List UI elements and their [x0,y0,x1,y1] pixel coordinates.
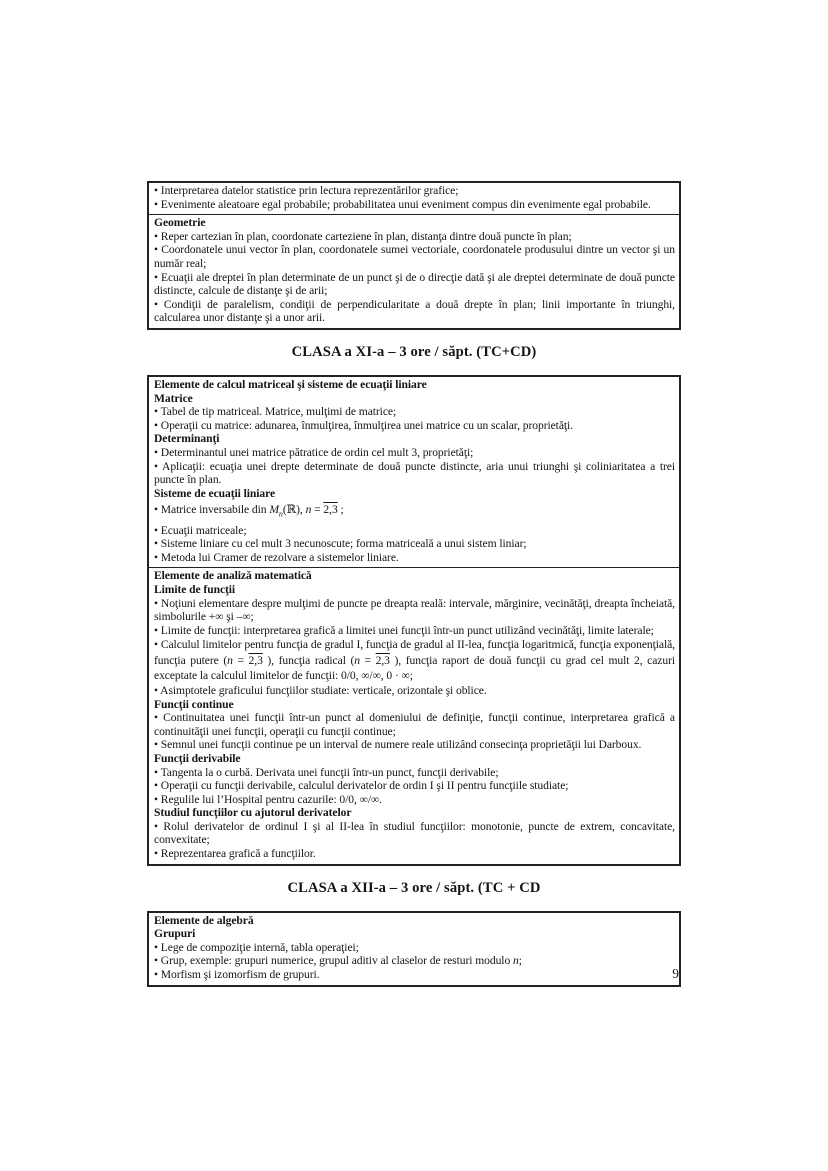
clasa-12-content-table [147,911,681,987]
formatted-text: n [227,653,233,667]
content-item: • Evenimente aleatoare egal probabile; probabilitatea unui eveniment compus din evenimente egal probabile. [154,197,651,211]
content-item: • Sisteme liniare cu cel mult 3 necunoscute; forma matriceală a unui sistem liniar; [154,537,527,551]
content-item: • Reper cartezian în plan, coordonate carteziene în plan, distanţa dintre două puncte în plan; [154,229,572,243]
formatted-text: n [354,653,360,667]
section-title: Elemente de calcul matriceal şi sisteme de ecuaţii liniare [154,377,427,391]
content-item: • Rolul derivatelor de ordinul I şi al II-lea în studiul funcţiilor: monotonie, puncte de extrem, concavitate, convexitate; [154,819,675,847]
curriculum-content-column [147,181,681,987]
content-item: • Determinantul unei matrice pătratice de ordin cel mult 3, proprietăţi; [154,445,474,459]
content-item: • Lege de compoziţie internă, tabla operaţiei; [154,940,359,954]
table-section [149,183,679,214]
content-item: • Limite de funcţii: interpretarea grafică a limitei unei funcţii într-un punct utilizând vecinătăţi, limite laterale; [154,623,654,637]
content-item: • Interpretarea datelor statistice prin lectura reprezentărilor grafice; [154,184,459,197]
content-item: • Operaţii cu matrice: adunarea, înmulţirea, înmulţirea unei matrice cu un scalar, proprietăţi. [154,418,573,432]
content-item: • Operaţii cu funcţii derivabile, calculul derivatelor de ordin I şi II pentru funcţiile studiate; [154,779,569,793]
formatted-text: n [278,509,283,519]
formatted-text: 2,3 [375,653,390,667]
section-title: Grupuri [154,927,196,941]
section-title: Matrice [154,391,193,405]
content-item: • Continuitatea unei funcţii într-un punct al domeniului de definiţie, funcţii continue, interpretarea grafică a continuităţii unei funcţii, operaţii cu funcţii continue; [154,711,675,738]
table-section [149,377,679,568]
content-item: • Condiţii de paralelism, condiţii de perpendicularitate a două drepte în plan; linii importante în triunghi, calcularea unor distanţe şi a unor arii. [154,297,675,325]
content-item: • Coordonatele unui vector în plan, coordonatele sumei vectoriale, coordonatele produsului dintre un vector şi un număr real; [154,243,675,270]
section-title: Elemente de algebră [154,913,254,927]
section-title: Geometrie [154,216,206,230]
content-item: • Noţiuni elementare despre mulţimi de puncte pe dreapta reală: intervale, mărginire, vecinătăţi, dreapta încheiată, simbolurile +∞ şi –∞; [154,596,675,624]
formatted-text: n [305,503,312,517]
section-title: Funcţii continue [154,697,234,711]
content-item: • Tabel de tip matriceal. Matrice, mulţimi de matrice; [154,405,397,419]
clasa-11-heading: CLASA a XI-a – 3 ore / săpt. (TC+CD) [291,343,537,360]
formatted-text: n [512,954,519,968]
content-item: • Calculul limitelor pentru funcţia de gradul I, funcţia de gradul al II-lea, funcţia logaritmică, funcţia exponenţială, funcţia putere (n = 2,3 ), funcţia radical (n = 2,3 ), funcţia raport de două funcţii cu grad cel mult 2, cazuri exceptate la calculul limitelor de funcţii: 0/0, ∞/∞, 0 · ∞; [154,638,675,683]
table-section [149,913,679,985]
content-item: • Matrice inversabile din $M_n(ℝ)$, n = 2,3 ; [154,503,344,519]
section-title: Limite de funcţii [154,583,236,597]
table-section [149,214,679,328]
section-title: Studiul funcţiilor cu ajutorul derivatelor [154,806,352,820]
clasa-12-heading: CLASA a XII-a – 3 ore / săpt. (TC + CD [287,879,541,896]
table-section [149,567,679,863]
content-item: • Asimptotele graficului funcţiilor studiate: verticale, orizontale şi oblice. [154,683,487,697]
content-item: • Tangenta la o curbă. Derivata unei funcţii într-un punct, funcţii derivabile; [154,765,499,779]
content-item: • Reprezentarea grafică a funcţiilor. [154,847,316,861]
section-title: Sisteme de ecuaţii liniare [154,486,276,500]
content-item: • Aplicaţii: ecuaţia unei drepte determinate de două puncte distincte, aria unui triunghi şi coliniaritatea a trei puncte în plan. [154,459,675,487]
formatted-text: 2,3 [248,653,263,667]
content-item: • Semnul unei funcţii continue pe un interval de numere reale utilizând consecinţa proprietăţii lui Darboux. [154,738,642,752]
content-item: • Grup, exemple: grupuri numerice, grupul aditiv al claselor de resturi modulo n; [154,954,522,968]
content-item: • Metoda lui Cramer de rezolvare a sistemelor liniare. [154,550,399,564]
content-item: • Ecuaţii matriceale; [154,523,247,537]
section-title: Funcţii derivabile [154,751,241,765]
clasa-11-content-table [147,375,681,866]
section-title: Determinanţi [154,432,220,446]
statistics-geometry-table [147,181,681,330]
content-item: • Ecuaţii ale dreptei în plan determinate de un punct şi de o direcţie dată şi ale dreptei determinate de două puncte distincte, calcule de distanţe şi de arii; [154,270,675,298]
section-title: Elemente de analiză matematică [154,569,312,583]
content-item: • Morfism şi izomorfism de grupuri. [154,968,320,982]
formatted-text: M [269,503,279,517]
content-item: • Regulile lui l’Hospital pentru cazurile: 0/0, ∞/∞. [154,792,382,806]
page-number: 9 [672,966,679,981]
formatted-text: 2,3 [323,503,338,517]
